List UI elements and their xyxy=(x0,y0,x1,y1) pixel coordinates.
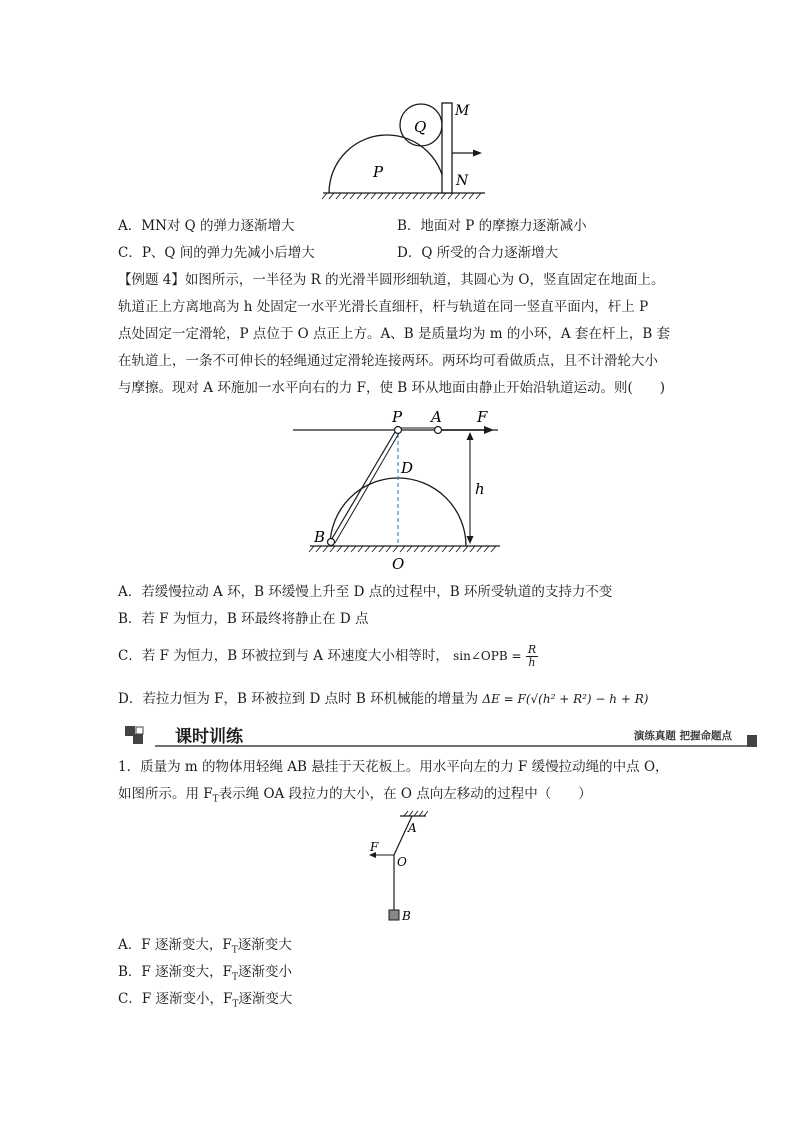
q1-line-2a: 如图所示。用 F xyxy=(118,786,213,802)
label-b3: B xyxy=(402,909,411,923)
option-c-q1-pre: C．F 逐渐变小，F xyxy=(118,991,233,1007)
label-h2: h xyxy=(475,480,485,498)
example4-line-2: 轨道正上方离地高为 h 处固定一水平光滑长直细杆，杆与轨道在同一竖直平面内，杆上 P xyxy=(118,299,649,315)
option-c-text: C．若 F 为恒力，B 环被拉到与 A 环速度大小相等时， xyxy=(118,648,449,664)
option-b-q3[interactable]: B．地面对 P 的摩擦力逐渐减小 xyxy=(397,218,587,234)
label-f2: F xyxy=(477,408,488,426)
option-c-ex4[interactable] xyxy=(118,644,538,669)
option-c-q1-sub: T xyxy=(232,999,239,1010)
option-a-ex4[interactable]: A．若缓慢拉动 A 环，B 环缓慢上升至 D 点的过程中，B 环所受轨道的支持力不变 xyxy=(118,584,613,600)
option-a-q1-post: 逐渐变大 xyxy=(237,937,292,953)
option-b-q1-sub: T xyxy=(231,972,238,983)
example4-line-5: 与摩擦。现对 A 环施加一水平向右的力 F，使 B 环从地面由静止开始沿轨道运动。则( ) xyxy=(118,380,666,396)
frac-denominator: h xyxy=(528,656,536,669)
q1-subscript: T xyxy=(212,794,219,805)
option-b-q1[interactable] xyxy=(118,962,292,988)
label-n: N xyxy=(456,173,469,189)
label-a3: A xyxy=(408,821,417,835)
option-a-q1[interactable] xyxy=(118,935,292,961)
example4-line-1: 【例题 4】如图所示，一半径为 R 的光滑半圆形细轨道，其圆心为 O，竖直固定在地面上。 xyxy=(118,272,665,288)
label-o2: O xyxy=(392,555,405,573)
q1-line-2 xyxy=(118,784,592,810)
q1-line-2b: 表示绳 OA 段拉力的大小，在 O 点向左移动的过程中（ ） xyxy=(218,786,592,802)
option-d-ex4[interactable] xyxy=(118,689,648,709)
label-p2: P xyxy=(392,408,403,426)
label-q: Q xyxy=(414,118,427,136)
option-c-lhs: sin∠OPB = xyxy=(453,649,522,663)
option-c-q1[interactable] xyxy=(118,989,292,1015)
section-subtitle: 演练真题 把握命题点 xyxy=(633,730,732,742)
label-o3: O xyxy=(397,855,407,869)
label-a2: A xyxy=(431,408,442,426)
label-b2: B xyxy=(314,528,326,546)
q1-line-1: 1．质量为 m 的物体用轻绳 AB 悬挂于天花板上。用水平向左的力 F 缓慢拉动绳的中点 O， xyxy=(118,759,669,775)
option-b-q1-pre: B．F 逐渐变大，F xyxy=(118,964,232,980)
option-a-q3[interactable]: A．MN对 Q 的弹力逐渐增大 xyxy=(118,218,295,234)
frac-numerator: R xyxy=(527,643,537,656)
option-c-fraction xyxy=(526,644,538,669)
figure-rope-ab xyxy=(360,810,440,928)
figure-track-rod xyxy=(288,402,508,574)
option-a-q1-sub: T xyxy=(231,945,238,956)
example4-line-4: 在轨道上，一条不可伸长的轻绳通过定滑轮连接两环。两环均可看做质点，且不计滑轮大小 xyxy=(118,353,658,369)
label-m: M xyxy=(455,103,470,119)
option-a-q1-pre: A．F 逐渐变大，F xyxy=(118,937,232,953)
example4-line-3: 点处固定一定滑轮，P 点位于 O 点正上方。A、B 是质量均为 m 的小环，A 套在杆上，B 套 xyxy=(118,326,671,342)
option-c-q1-post: 逐渐变大 xyxy=(238,991,293,1007)
option-d-q3[interactable]: D．Q 所受的合力逐渐增大 xyxy=(397,245,559,261)
option-c-q3[interactable]: C．P、Q 间的弹力先减小后增大 xyxy=(118,245,315,261)
section-title: 课时训练 xyxy=(175,727,243,747)
option-b-ex4[interactable]: B．若 F 为恒力，B 环最终将静止在 D 点 xyxy=(118,611,369,627)
figure-p-q-mn xyxy=(315,95,495,205)
option-d-formula: ΔE = F(√(h² + R²) − h + R) xyxy=(482,692,649,706)
option-b-q1-post: 逐渐变小 xyxy=(237,964,292,980)
label-d2: D xyxy=(401,459,414,477)
option-d-text: D．若拉力恒为 F，B 环被拉到 D 点时 B 环机械能的增量为 xyxy=(118,691,479,707)
label-p: P xyxy=(373,163,384,181)
label-f3: F xyxy=(370,840,379,854)
